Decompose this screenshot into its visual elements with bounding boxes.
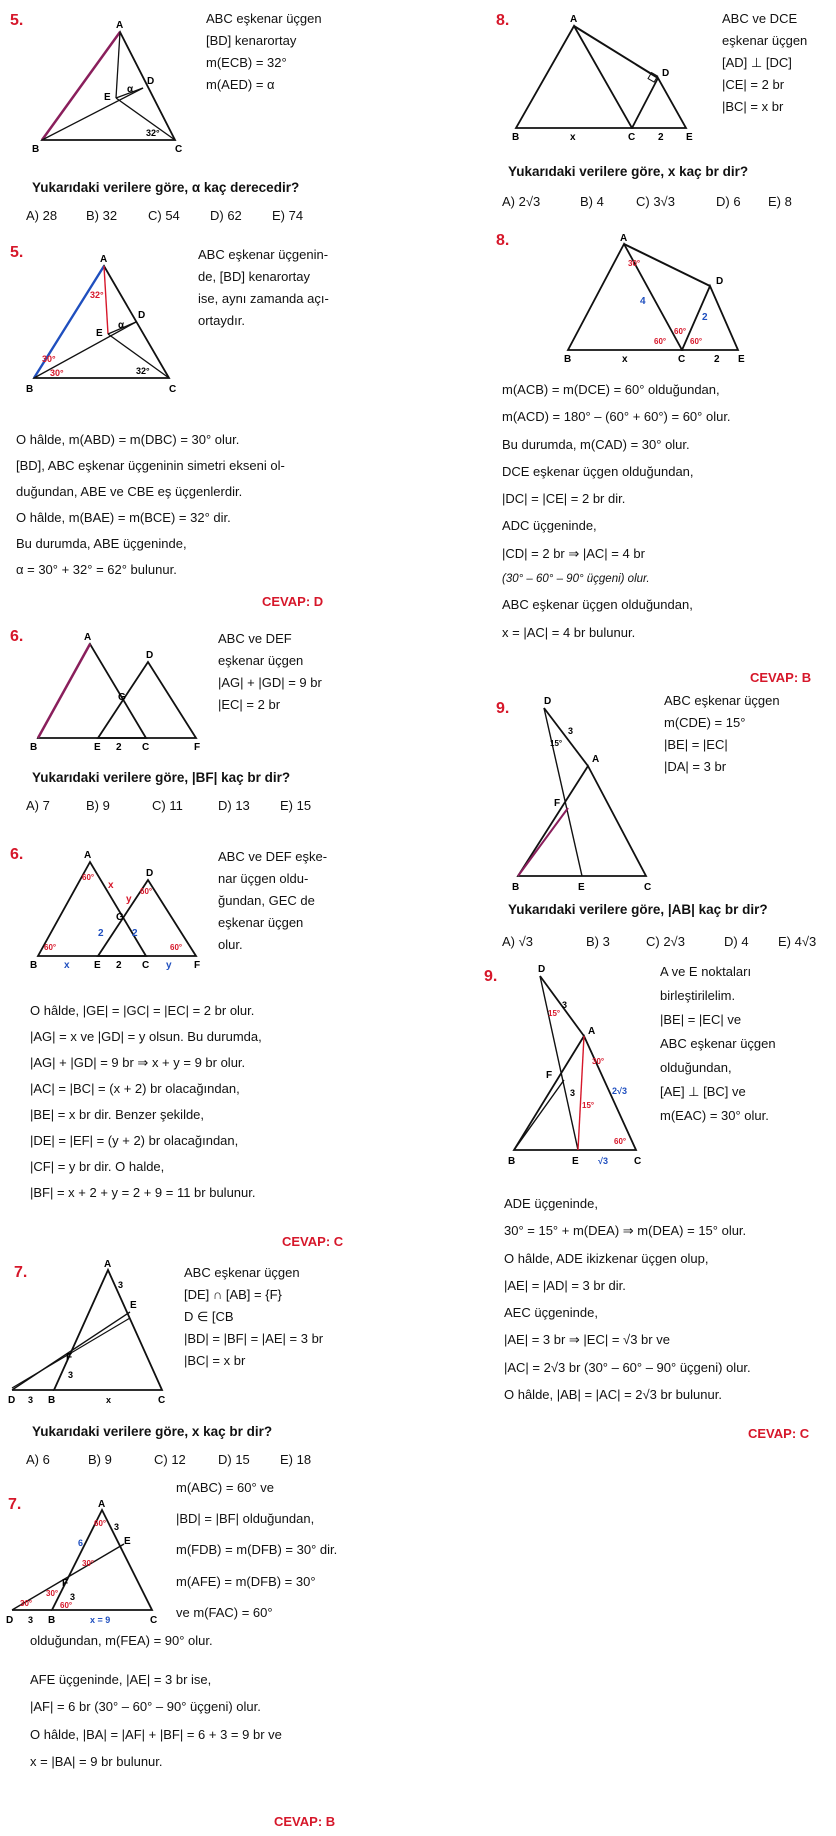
figure-label: 2 xyxy=(714,354,720,365)
answer-label: CEVAP: D xyxy=(262,594,324,609)
figure-label: A xyxy=(104,1259,112,1270)
problem-number: 6. xyxy=(10,628,24,645)
figure-label: C xyxy=(644,882,652,893)
angle-label: 32° xyxy=(146,128,160,138)
figure-label: F xyxy=(194,960,201,971)
figure-label: 2 xyxy=(658,132,664,143)
figure-label: 15° xyxy=(548,1009,561,1018)
figure-label: G xyxy=(118,692,126,703)
solution-text: AFE üçgeninde, |AE| = 3 br ise, |AF| = 6 br (30° – 60° – 90° üçgeni) olur. O hâlde, |BA| = |AF| + |BF| = 6 + 3 = 9 br ve x = |BA| = 9 br bulunur. xyxy=(30,1672,282,1769)
figure-label: 2√3 xyxy=(612,1086,627,1096)
figure-label: C xyxy=(634,1156,642,1167)
figure-label: 4 xyxy=(640,296,646,307)
given-block: ABC eşkenar üçgen m(CDE) = 15° |BE| = |EC| |DA| = 3 br xyxy=(664,693,780,775)
figure-label: G xyxy=(116,912,124,923)
solution-number: 8. xyxy=(496,232,510,249)
figure-label: F xyxy=(66,1352,73,1363)
figure-label: A xyxy=(84,632,92,643)
problem-number: 5. xyxy=(10,12,24,29)
triangle-figure xyxy=(508,696,678,896)
figure-label: D xyxy=(538,964,546,975)
triangle-figure xyxy=(4,1260,184,1405)
answer-label: CEVAP: C xyxy=(748,1426,810,1441)
figure-label: 60° xyxy=(170,943,183,952)
solution-number: 7. xyxy=(8,1496,22,1513)
given-block: ABC eşkenar üçgen [BD] kenarortay m(ECB) = 32° m(AED) = α xyxy=(206,11,322,93)
figure-label: x xyxy=(108,880,114,891)
question-text: Yukarıdaki verilere göre, |AB| kaç br dir? xyxy=(508,902,768,917)
figure-label: B xyxy=(48,1395,56,1406)
figure-label: C xyxy=(142,960,150,971)
figure-label: A xyxy=(98,1499,106,1510)
figure-label: 3 xyxy=(114,1522,120,1532)
problem-number: 8. xyxy=(496,12,510,29)
triangle-figure xyxy=(28,632,208,752)
answer-label: CEVAP: B xyxy=(750,670,812,685)
figure-label: 2 xyxy=(116,742,122,753)
figure-label: B xyxy=(564,354,572,365)
figure-label: x xyxy=(64,960,70,971)
triangle-figure xyxy=(30,20,190,155)
triangle-figure xyxy=(24,254,184,394)
solution-text: O hâlde, m(ABD) = m(DBC) = 30° olur. [BD], ABC eşkenar üçgeninin simetri ekseni ol- duğundan, ABE ve CBE eş üçgenlerdir. O hâlde, m(BAE) = m(BCE) = 32° dir. Bu durumda, ABE üçgeninde, α = 30° + 32° = 62° bulunur. xyxy=(16,432,285,577)
figure-label: A xyxy=(588,1026,596,1037)
given-block: ABC eşkenar üçgenin- de, [BD] kenarortay ise, aynı zamanda açı- ortaydır. xyxy=(198,247,329,329)
question-text: Yukarıdaki verilere göre, x kaç br dir? xyxy=(32,1424,273,1439)
figure-label: 3 xyxy=(70,1592,76,1602)
given-block: ABC ve DEF eşkenar üçgen |AG| + |GD| = 9 br |EC| = 2 br xyxy=(218,631,322,713)
figure-label: 30° xyxy=(50,368,64,378)
solution-number: 5. xyxy=(10,244,24,261)
vertex-b: B xyxy=(32,144,40,155)
figure-label: D xyxy=(544,696,552,707)
figure-label: C xyxy=(628,132,636,143)
problem-number: 9. xyxy=(496,700,510,717)
options-row xyxy=(26,208,303,223)
vertex-c: C xyxy=(175,144,183,155)
figure-label: D xyxy=(6,1615,14,1626)
figure-label: B xyxy=(512,132,520,143)
figure-label: 6 xyxy=(78,1538,84,1548)
solution-text: m(ACB) = m(DCE) = 60° olduğundan, m(ACD) = 180° – (60° + 60°) = 60° olur. Bu durumda, m(CAD) = 30° olur. DCE eşkenar üçgen olduğundan, |DC| = |CE| = 2 br dir. ADC üçgeninde, |CD| = 2 br ⇒ |AC| = 4 br (30° – 60° – 90° üçgeni) olur. ABC eşkenar üçgen olduğundan, x = |AC| = 4 br bulunur. xyxy=(502,382,731,640)
figure-label: C xyxy=(169,384,177,395)
answer-label: CEVAP: C xyxy=(282,1234,344,1249)
figure-label: 15° xyxy=(550,739,563,748)
figure-label: y xyxy=(126,894,132,905)
figure-label: D xyxy=(8,1395,16,1406)
figure-label: 30° xyxy=(46,1589,59,1598)
question-text: Yukarıdaki verilere göre, x kaç br dir? xyxy=(508,164,749,179)
figure-label: 2 xyxy=(116,960,122,971)
figure-label: A xyxy=(84,850,92,861)
figure-label: E xyxy=(686,132,693,143)
figure-label: F xyxy=(62,1578,69,1589)
option: A) 28 xyxy=(26,208,58,223)
option: B) 32 xyxy=(86,208,118,223)
figure-label: 32° xyxy=(136,366,150,376)
figure-label: 60° xyxy=(654,337,667,346)
figure-label: E xyxy=(94,742,101,753)
answer-label: CEVAP: B xyxy=(274,1814,336,1829)
figure-label: B xyxy=(30,960,38,971)
options-row: A) √3 B) 3 C) 2√3 D) 4 E) 4√3 xyxy=(502,934,817,949)
solution-text: O hâlde, |GE| = |GC| = |EC| = 2 br olur. |AG| = x ve |GD| = y olsun. Bu durumda, |AG| + |GD| = 9 br ⇒ x + y = 9 br olur. |AC| = |BC| = (x + 2) br olacağından, |BE| = x br dir. Benzer şekilde, |DE| = |EF| = (y + 2) br olacağından, |CF| = y br dir. O halde, |BF| = x + 2 + y = 2 + 9 = 11 br bulunur. xyxy=(30,1003,262,1200)
question-text: Yukarıdaki verilere göre, α kaç derecedir? xyxy=(32,180,300,195)
triangle-figure xyxy=(4,1500,174,1625)
options-row: A) 7 B) 9 C) 11 D) 13 E) 15 xyxy=(26,798,312,813)
solution-number: 6. xyxy=(10,846,24,863)
figure-label: A xyxy=(592,754,600,765)
figure-label: F xyxy=(546,1070,553,1081)
figure-label: 15° xyxy=(582,1101,595,1110)
triangle-figure xyxy=(28,850,208,970)
question-text: Yukarıdaki verilere göre, |BF| kaç br dir? xyxy=(32,770,291,785)
figure-label: E xyxy=(738,354,745,365)
figure-label: D xyxy=(146,868,154,879)
figure-label: C xyxy=(142,742,150,753)
given-block: ABC ve DCE eşkenar üçgen [AD] ⊥ [DC] |CE| = 2 br |BC| = x br xyxy=(722,11,808,115)
given-block: ABC ve DEF eşke- nar üçgen oldu- ğundan, GEC de eşkenar üçgen olur. xyxy=(218,849,328,953)
triangle-figure xyxy=(510,12,710,142)
figure-label: 2 xyxy=(132,928,138,939)
triangle-figure xyxy=(560,234,760,364)
figure-label: 30° xyxy=(20,1599,33,1608)
figure-label: 30° xyxy=(82,1559,95,1568)
figure-label: D xyxy=(146,650,154,661)
figure-label: B xyxy=(512,882,520,893)
figure-label: B xyxy=(508,1156,516,1167)
figure-label: 60° xyxy=(690,337,703,346)
figure-label: E xyxy=(96,328,103,339)
figure-label: 30° xyxy=(592,1057,605,1066)
figure-label: 2 xyxy=(98,928,104,939)
figure-label: 3 xyxy=(28,1395,34,1405)
figure-label: C xyxy=(150,1615,158,1626)
figure-label: 60° xyxy=(614,1137,627,1146)
figure-label: A xyxy=(620,233,628,244)
given-block: A ve E noktaları birleştirilelim. |BE| = |EC| ve ABC eşkenar üçgen olduğundan, [AE] ⊥ [BC] ve m(EAC) = 30° olur. xyxy=(660,964,776,1124)
figure-label: B xyxy=(30,742,38,753)
option: E) 74 xyxy=(272,208,304,223)
figure-label: 3 xyxy=(118,1280,124,1290)
figure-label: 3 xyxy=(562,1000,568,1010)
figure-label: B xyxy=(48,1615,56,1626)
figure-label: 32° xyxy=(90,290,104,300)
figure-label: 30° xyxy=(42,354,56,364)
vertex-a: A xyxy=(116,20,124,31)
given-block: ABC eşkenar üçgen [DE] ∩ [AB] = {F} D ∈ [CB |BD| = |BF| = |AE| = 3 br |BC| = x br xyxy=(184,1265,324,1369)
vertex-e: E xyxy=(104,92,111,103)
angle-alpha: α xyxy=(127,84,134,95)
solution-number: 9. xyxy=(484,968,498,985)
figure-label: E xyxy=(578,882,585,893)
figure-label: D xyxy=(138,310,146,321)
figure-label: C xyxy=(158,1395,166,1406)
figure-label: F xyxy=(194,742,201,753)
figure-label: D xyxy=(716,276,724,287)
figure-label: F xyxy=(554,798,561,809)
given-block: m(ABC) = 60° ve |BD| = |BF| olduğundan, m(FDB) = m(DFB) = 30° dir. m(AFE) = m(DFB) = 30° ve m(FAC) = 60° xyxy=(176,1480,338,1620)
figure-label: B xyxy=(26,384,34,395)
figure-label: 60° xyxy=(60,1601,73,1610)
figure-label: 2 xyxy=(702,312,708,323)
figure-label: A xyxy=(570,14,578,25)
figure-label: y xyxy=(166,960,172,971)
figure-label: 60° xyxy=(82,873,95,882)
option: C) 54 xyxy=(148,208,180,223)
figure-label: E xyxy=(124,1536,131,1547)
figure-label: 3 xyxy=(68,1370,74,1380)
figure-label: x = 9 xyxy=(90,1615,111,1625)
figure-label: E xyxy=(130,1300,137,1311)
problem-number: 7. xyxy=(14,1264,28,1281)
figure-label: x xyxy=(106,1395,112,1405)
figure-label: 60° xyxy=(44,943,57,952)
figure-label: α xyxy=(118,320,125,331)
figure-label: √3 xyxy=(598,1156,608,1166)
figure-label: D xyxy=(662,68,670,79)
vertex-d: D xyxy=(147,76,155,87)
options-row: A) 6 B) 9 C) 12 D) 15 E) 18 xyxy=(26,1452,312,1467)
figure-label: 3 xyxy=(568,726,574,736)
options-row: A) 2√3 B) 4 C) 3√3 D) 6 E) 8 xyxy=(502,194,792,209)
figure-label: C xyxy=(678,354,686,365)
figure-label: 60° xyxy=(674,327,687,336)
triangle-figure xyxy=(508,964,668,1167)
solution-text: ADE üçgeninde, 30° = 15° + m(DEA) ⇒ m(DEA) = 15° olur. O hâlde, ADE ikizkenar üçgen olup, |AE| = |AD| = 3 br dir. AEC üçgeninde, |AE| = 3 br ⇒ |EC| = √3 br ve |AC| = 2√3 br (30° – 60° – 90° üçgeni) olur. O hâlde, |AB| = |AC| = 2√3 br bulunur. xyxy=(504,1196,751,1403)
option: D) 62 xyxy=(210,208,242,223)
figure-label: x xyxy=(622,354,628,365)
figure-label: A xyxy=(100,254,108,265)
figure-label: 3 xyxy=(570,1088,576,1098)
solution-text: olduğundan, m(FEA) = 90° olur. xyxy=(30,1633,213,1648)
figure-label: 30° xyxy=(628,259,641,268)
figure-label: x xyxy=(570,132,576,143)
figure-label: 3 xyxy=(28,1615,34,1625)
figure-label: 60° xyxy=(140,887,153,896)
figure-label: E xyxy=(94,960,101,971)
figure-label: E xyxy=(572,1156,579,1167)
figure-label: 60° xyxy=(94,1519,107,1528)
